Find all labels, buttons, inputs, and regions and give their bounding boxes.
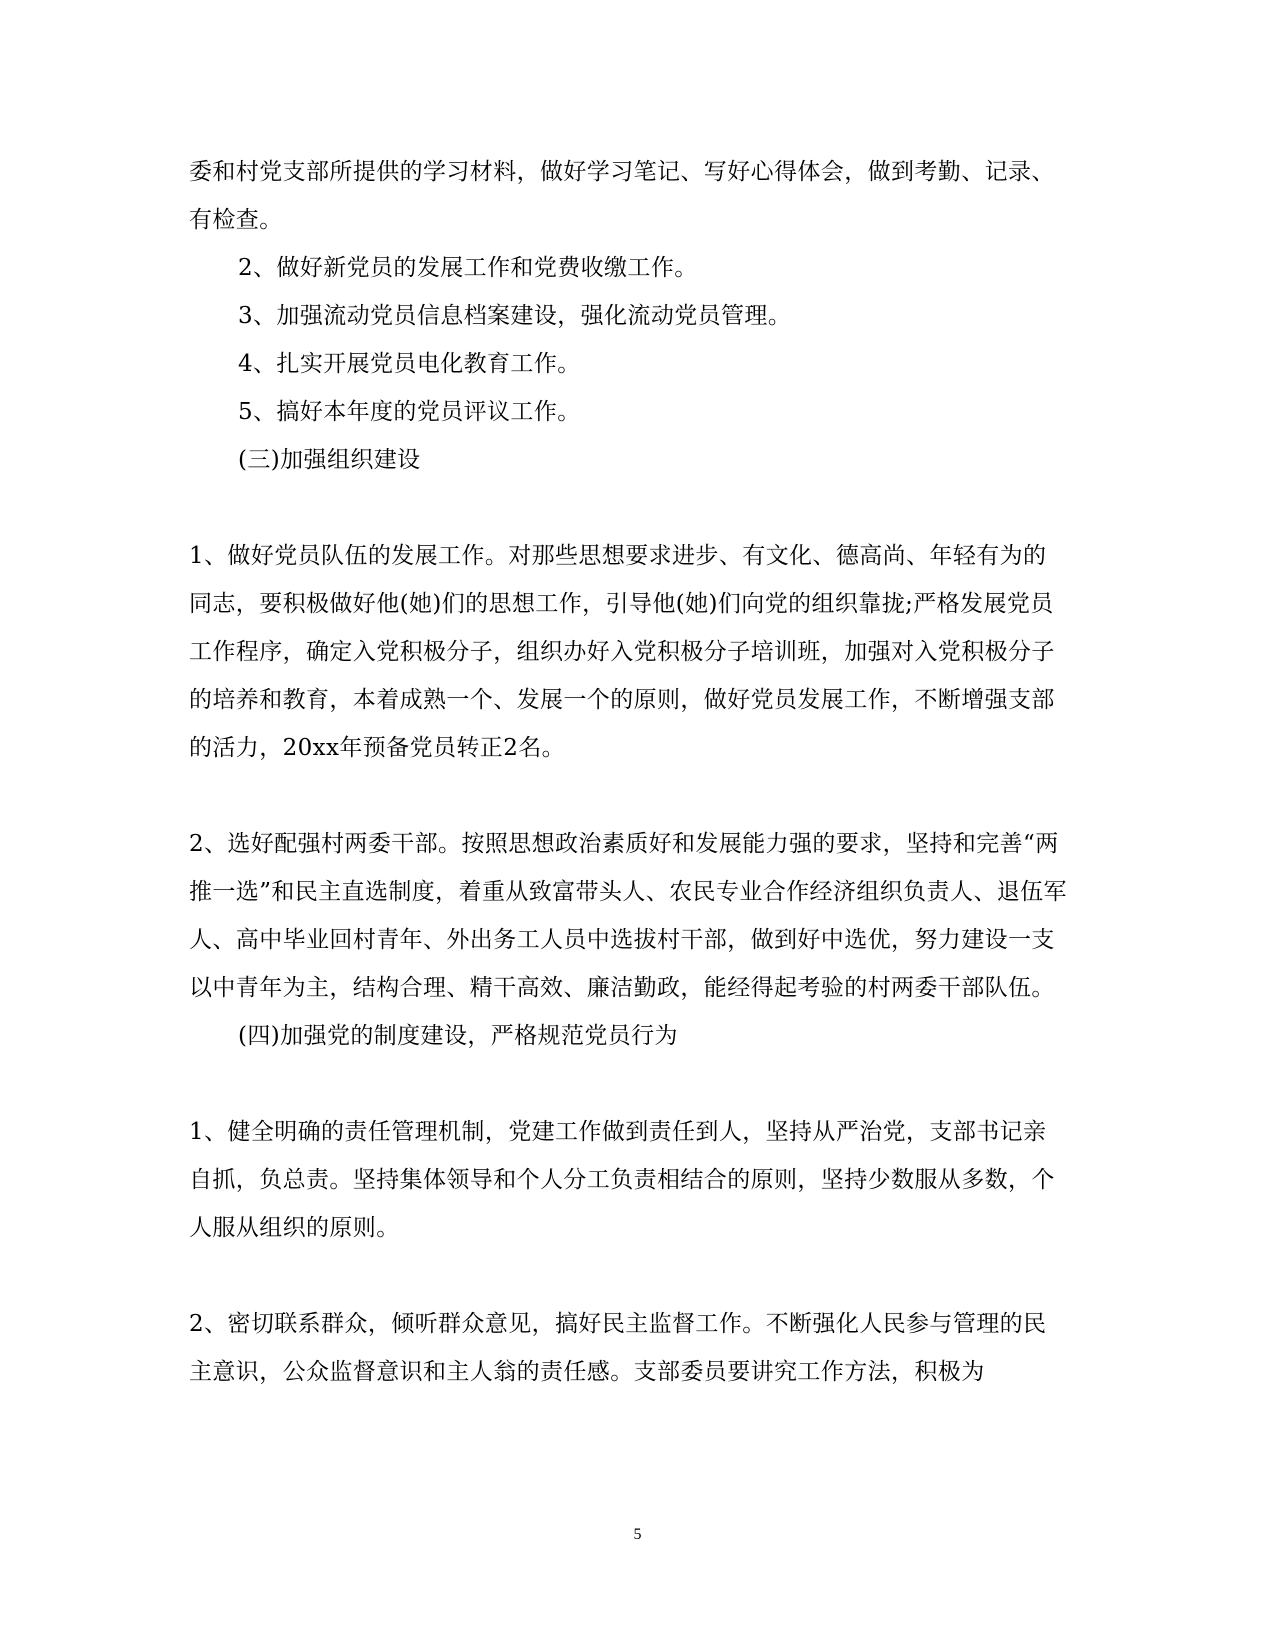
document-body: [189, 148, 1069, 1396]
section-heading-3: (三)加强组织建设: [238, 447, 421, 473]
list-item-5: 5、搞好本年度的党员评议工作。: [238, 399, 581, 425]
section-4-paragraph-1: 1、健全明确的责任管理机制，党建工作做到责任到人，坚持从严治党，支部书记亲自抓，负总责。坚持集体领导和个人分工负责相结合的原则，坚持少数服从多数，个人服从组织的原则。: [189, 1119, 1055, 1241]
list-item-3: 3、加强流动党员信息档案建设，强化流动党员管理。: [238, 303, 792, 329]
list-item-2: 2、做好新党员的发展工作和党费收缴工作。: [238, 255, 698, 281]
list-item-4: 4、扎实开展党员电化教育工作。: [238, 351, 581, 377]
section-4-paragraph-2: 2、密切联系群众，倾听群众意见，搞好民主监督工作。不断强化人民参与管理的民主意识，公众监督意识和主人翁的责任感。支部委员要讲究工作方法，积极为: [189, 1311, 1047, 1385]
section-heading-4: (四)加强党的制度建设，严格规范党员行为: [238, 1023, 678, 1049]
section-3-paragraph-1: 1、做好党员队伍的发展工作。对那些思想要求进步、有文化、德高尚、年轻有为的同志，要积极做好他(她)们的思想工作，引导他(她)们向党的组织靠拢;严格发展党员工作程序，确定入党积极分子，组织办好入党积极分子培训班，加强对入党积极分子的培养和教育，本着成熟一个、发展一个的原则，做好党员发展工作，不断增强支部的活力，20xx年预备党员转正2名。: [189, 543, 1055, 761]
page-number: 5: [633, 1526, 642, 1543]
paragraph-continuation: 委和村党支部所提供的学习材料，做好学习笔记、写好心得体会，做到考勤、记录、有检查。: [189, 159, 1055, 233]
section-3-paragraph-2: 2、选好配强村两委干部。按照思想政治素质好和发展能力强的要求，坚持和完善“两推一选”和民主直选制度，着重从致富带头人、农民专业合作经济组织负责人、退伍军人、高中毕业回村青年、外出务工人员中选拔村干部，做到好中选优，努力建设一支以中青年为主，结构合理、精干高效、廉洁勤政，能经得起考验的村两委干部队伍。: [189, 831, 1067, 1001]
